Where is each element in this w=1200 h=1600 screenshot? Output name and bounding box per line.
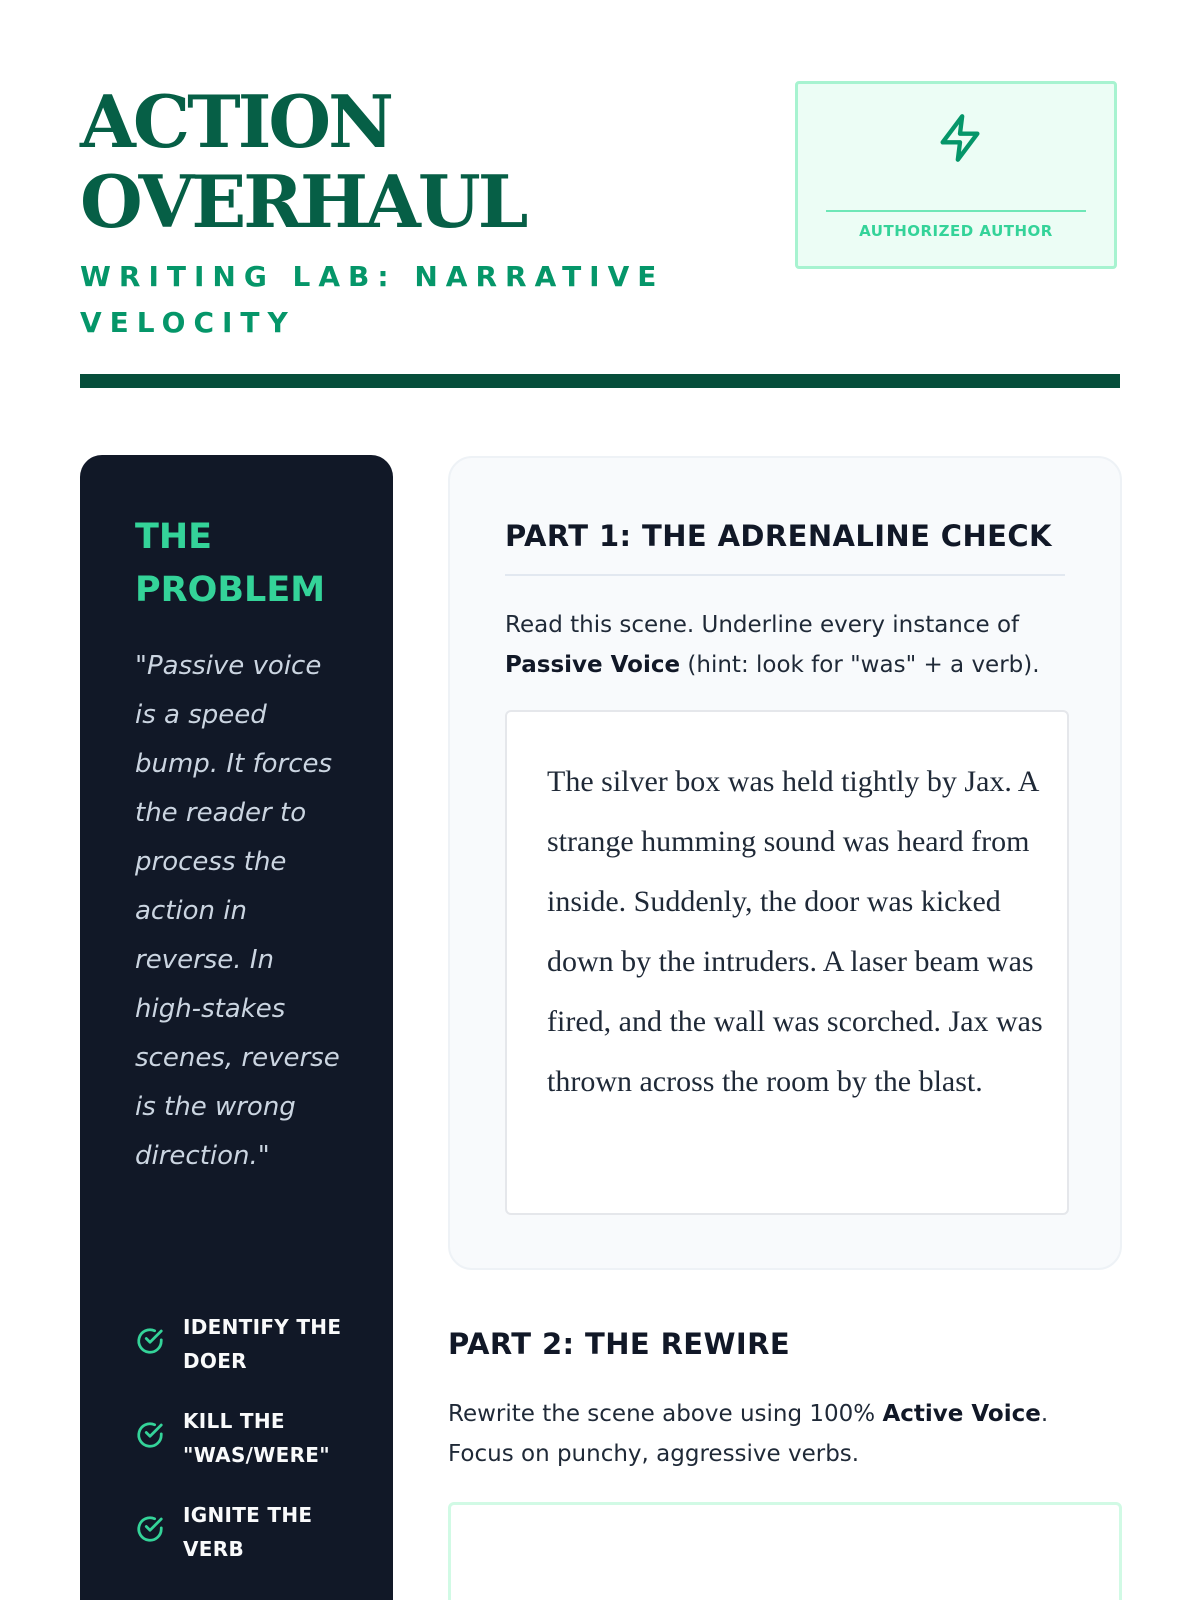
page-subtitle: WRITING LAB: NARRATIVE VELOCITY (80, 260, 665, 339)
problem-sidebar (80, 455, 393, 1600)
part1-title: PART 1: THE ADRENALINE CHECK (505, 519, 1052, 553)
part1-instructions-hint: (hint: look for "was" + a verb). (680, 652, 1040, 678)
checklist-item (135, 1310, 365, 1380)
rewrite-area[interactable] (448, 1502, 1122, 1600)
checklist-item (135, 1404, 365, 1474)
checklist-item-label: KILL THE "WAS/WERE" (183, 1409, 330, 1467)
part2-instructions-text: Rewrite the scene above using 100% (448, 1401, 883, 1427)
passive-voice-quote: "Passive voice is a speed bump. It forces the reader to process the action in reverse. In high-stakes scenes, reverse is the wrong direction." (135, 651, 340, 1171)
scene-text: The silver box was held tightly by Jax. A strange humming sound was heard from inside. Suddenly, the door was kicked down by the intruders. A laser beam was fired, and the wall was scorched. Jax was thrown across the room by the blast. (547, 765, 1043, 1098)
checklist-item-label: IGNITE THE VERB (183, 1503, 313, 1561)
lightning-bolt-icon (934, 112, 986, 164)
checklist (135, 1310, 365, 1592)
check-circle-icon (135, 1514, 165, 1544)
checklist-item-label: IDENTIFY THE DOER (183, 1315, 342, 1373)
header-divider (80, 374, 1120, 388)
part1-divider (505, 574, 1065, 576)
part1-instructions (505, 605, 1085, 685)
page-title (80, 79, 526, 244)
checklist-item (135, 1498, 365, 1568)
sidebar-title-line-2: PROBLEM (135, 570, 326, 610)
sidebar-title-line-1: THE (135, 517, 213, 557)
sidebar-title (135, 511, 325, 617)
badge-label: AUTHORIZED AUTHOR (859, 222, 1053, 240)
part2-instructions-focus: . Focus on punchy, aggressive verbs. (448, 1401, 1049, 1467)
scene-box (505, 710, 1069, 1215)
part2-title: PART 2: THE REWIRE (448, 1327, 791, 1361)
badge-divider (826, 210, 1086, 212)
authorized-author-badge (795, 81, 1117, 269)
part1-instructions-text: Read this scene. Underline every instance of (505, 612, 1020, 638)
title-line-1: ACTION (80, 79, 391, 164)
check-circle-icon (135, 1326, 165, 1356)
part1-card (448, 456, 1122, 1270)
title-line-2: OVERHAUL (80, 159, 526, 244)
part2-instructions-emphasis: Active Voice (882, 1401, 1041, 1427)
check-circle-icon (135, 1420, 165, 1450)
part1-instructions-emphasis: Passive Voice (505, 652, 681, 678)
part2-instructions (448, 1394, 1108, 1474)
